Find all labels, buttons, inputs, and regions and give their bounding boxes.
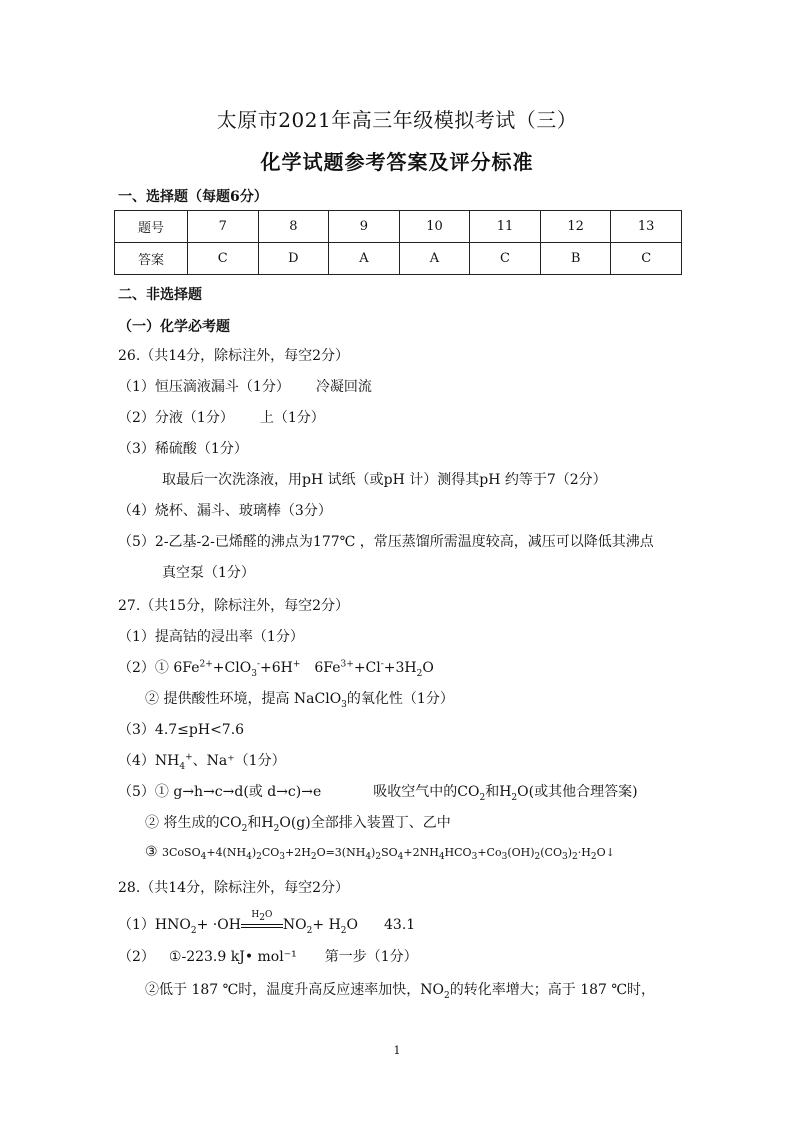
answer-line: （3）4.7≤pH<7.6 <box>118 722 245 738</box>
table-cell: 10 <box>399 211 470 243</box>
answer-line: （2）① $6Fe^{2+}+ClO_3^-+6H^+$ $6Fe^{3+}+Cl^-+3H_2O$ <box>118 659 434 679</box>
table-header-cell: 题号 <box>115 211 188 243</box>
table-cell: 12 <box>540 211 611 243</box>
table-cell: 9 <box>329 211 400 243</box>
table-cell: 8 <box>258 211 329 243</box>
table-cell: 13 <box>611 211 682 243</box>
table-row <box>115 243 682 275</box>
answer-line: （1）恒压滴液漏斗（1分） 冷凝回流 <box>118 379 372 395</box>
table-row <box>115 211 682 243</box>
table-header-cell: 答案 <box>115 243 188 275</box>
answer-table <box>114 210 682 275</box>
page-subtitle: 化学试题参考答案及评分标准 <box>260 150 534 174</box>
table-cell: A <box>399 243 470 275</box>
section-heading: 二、非选择题 <box>118 287 202 303</box>
answer-line: （2） ①-223.9 kJ• mol⁻¹ 第一步（1分） <box>118 949 418 965</box>
answer-line: ② 将生成的$CO_2$和$H_2O(g)$全部排入装置丁、乙中 <box>145 815 451 834</box>
answer-line: （4）烧杯、漏斗、玻璃棒（3分） <box>118 503 332 519</box>
answer-line: （5）2-乙基-2-已烯醛的沸点为177℃ ，常压蒸馏所需温度较高，减压可以降低其沸点 <box>118 534 654 550</box>
table-cell: B <box>540 243 611 275</box>
question-header: 27.（共15分，除标注外，每空2分） <box>118 598 349 614</box>
question-header: 26.（共14分，除标注外，每空2分） <box>118 348 349 364</box>
table-cell: C <box>188 243 259 275</box>
table-cell: 11 <box>470 211 541 243</box>
page-number: 1 <box>393 1044 401 1057</box>
section-heading: 一、选择题（每题6分） <box>118 189 268 205</box>
answer-line: ②低于 187 ℃时，温度升高反应速率加快，$NO_2$的转化率增大；高于 187 ℃时， <box>145 982 656 1001</box>
answer-line: （5）① g→h→c→d(或 d→c)→e 吸收空气中的$CO_2$和$H_2O$(或其他合理答案) <box>118 784 638 803</box>
table-cell: 7 <box>188 211 259 243</box>
table-cell: A <box>329 243 400 275</box>
table-cell: D <box>258 243 329 275</box>
table-cell: C <box>470 243 541 275</box>
answer-line: （3）稀硫酸（1分） <box>118 441 248 457</box>
answer-line: $(1)HNO_2+ \cdot OH$ $H_2O$ $NO_2+ H_2O$ 43.1 <box>118 910 416 936</box>
answer-line: 取最后一次洗涤液，用pH 试纸（或pH 计）测得其pH 约等于7（2分） <box>162 472 607 488</box>
subsection-heading: （一）化学必考题 <box>118 319 230 335</box>
answer-line: ② 提供酸性环境，提高 NaClO$_3$的氧化性（1分） <box>145 691 454 710</box>
answer-line: $(4)NH_4^+$、Na⁺（1分） <box>118 752 286 772</box>
answer-line: （2）分液（1分） 上（1分） <box>118 410 325 426</box>
answer-line: ③ $3CoSO_4+4(NH_4)_2CO_3+2H_2O=3(NH_4)_2SO_4+2NH_4HCO_3+Co_3(OH)_2(CO_3)_2\cdot H_2O↓$ <box>145 844 615 863</box>
page-title: 太原市2021年高三年级模拟考试（三） <box>216 108 578 132</box>
question-header: 28.（共14分，除标注外，每空2分） <box>118 880 349 896</box>
answer-line: 真空泵（1分） <box>162 565 255 581</box>
answer-line: （1）提高钴的浸出率（1分） <box>118 629 304 645</box>
reaction-arrow: $H_2O$ <box>241 922 283 928</box>
table-cell: C <box>611 243 682 275</box>
